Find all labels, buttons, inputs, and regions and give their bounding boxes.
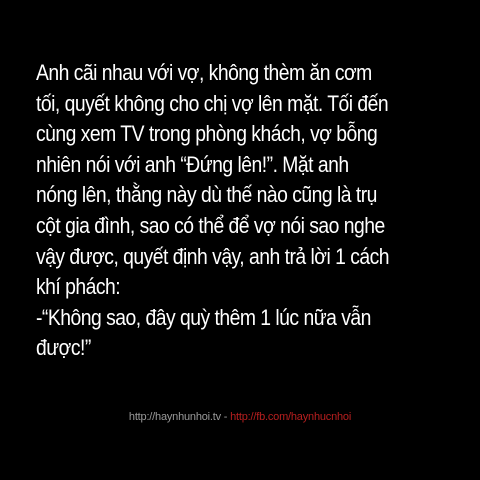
story-line: nóng lên, thằng này dù thế nào cũng là trụ xyxy=(36,182,377,208)
story-line: cùng xem TV trong phòng khách, vợ bỗng xyxy=(36,121,378,147)
story-text xyxy=(36,58,406,364)
facebook-link[interactable]: http://fb.com/haynhucnhoi xyxy=(230,411,352,423)
story-line: nhiên nói với anh “Đứng lên!”. Mặt anh xyxy=(36,151,349,177)
site-link[interactable]: http://haynhunhoi.tv xyxy=(128,411,221,423)
story-line: được!” xyxy=(36,335,91,361)
story-line: Anh cãi nhau với vợ, không thèm ăn cơm xyxy=(36,60,372,85)
story-line: khí phách: xyxy=(36,274,121,300)
footer-separator: - xyxy=(220,411,231,423)
story-line: cột gia đình, sao có thể để vợ nói sao nghe xyxy=(36,212,385,238)
footer-credits xyxy=(0,411,480,423)
story-line: -“Không sao, đây quỳ thêm 1 lúc nữa vẫn xyxy=(36,304,371,330)
story-line: vậy được, quyết định vậy, anh trả lời 1 cách xyxy=(36,243,390,269)
story-line: tối, quyết không cho chị vợ lên mặt. Tối đến xyxy=(36,90,389,116)
